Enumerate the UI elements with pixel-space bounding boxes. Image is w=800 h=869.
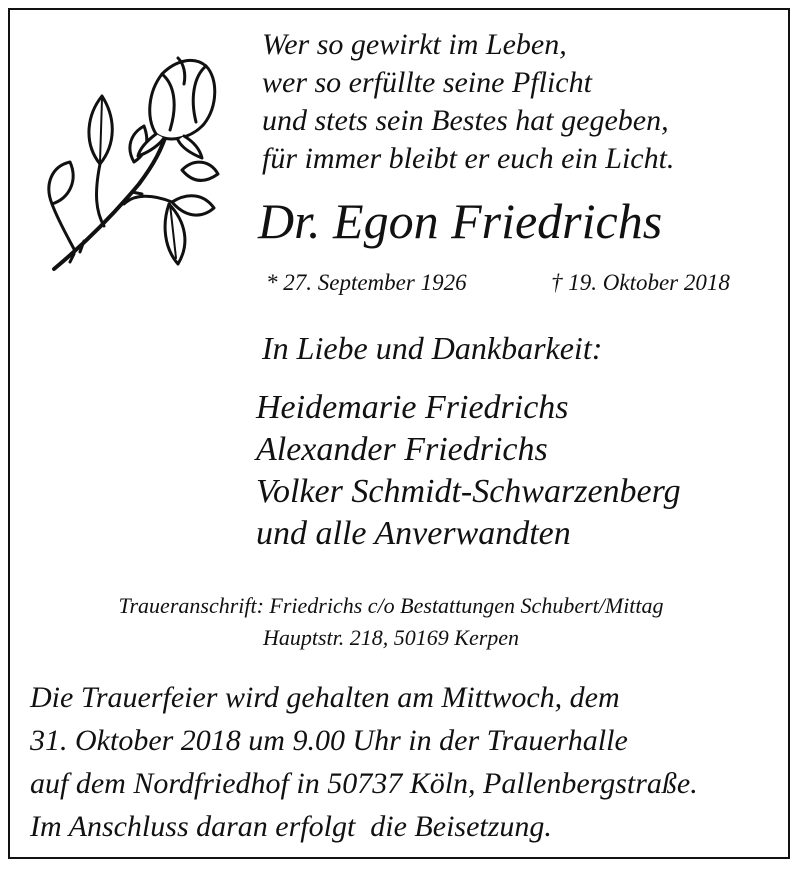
- address-line: Hauptstr. 218, 50169 Kerpen: [262, 625, 520, 650]
- service-line: 31. Oktober 2018 um 9.00 Uhr in der Trauerhalle: [30, 724, 628, 757]
- memorial-poem: [262, 26, 674, 178]
- rose-icon: [44, 44, 224, 294]
- mourning-address: [0, 590, 782, 654]
- service-line: auf dem Nordfriedhof in 50737 Köln, Pallenbergstraße.: [30, 767, 698, 800]
- mourners-list: [256, 387, 681, 555]
- death-date: † 19. Oktober 2018: [551, 270, 730, 295]
- poem-line: Wer so gewirkt im Leben,: [262, 28, 567, 61]
- thanks-heading: In Liebe und Dankbarkeit:: [262, 330, 603, 366]
- poem-line: für immer bleibt er euch ein Licht.: [262, 142, 675, 175]
- poem-line: wer so erfüllte seine Pflicht: [262, 66, 592, 99]
- mourner-name: Heidemarie Friedrichs: [256, 389, 569, 426]
- mourner-name: Volker Schmidt-Schwarzenberg: [256, 473, 681, 510]
- deceased-name: Dr. Egon Friedrichs: [258, 193, 663, 249]
- mourner-name: Alexander Friedrichs: [256, 431, 548, 468]
- service-line: Die Trauerfeier wird gehalten am Mittwoch, dem: [30, 681, 620, 714]
- poem-line: und stets sein Bestes hat gegeben,: [262, 104, 669, 137]
- funeral-service-info: [30, 676, 698, 848]
- mourner-name: und alle Anverwandten: [256, 515, 571, 552]
- address-line: Traueranschrift: Friedrichs c/o Bestattungen Schubert/Mittag: [118, 593, 664, 618]
- service-line: Im Anschluss daran erfolgt die Beisetzung.: [30, 810, 552, 843]
- birth-date: * 27. September 1926: [266, 270, 467, 295]
